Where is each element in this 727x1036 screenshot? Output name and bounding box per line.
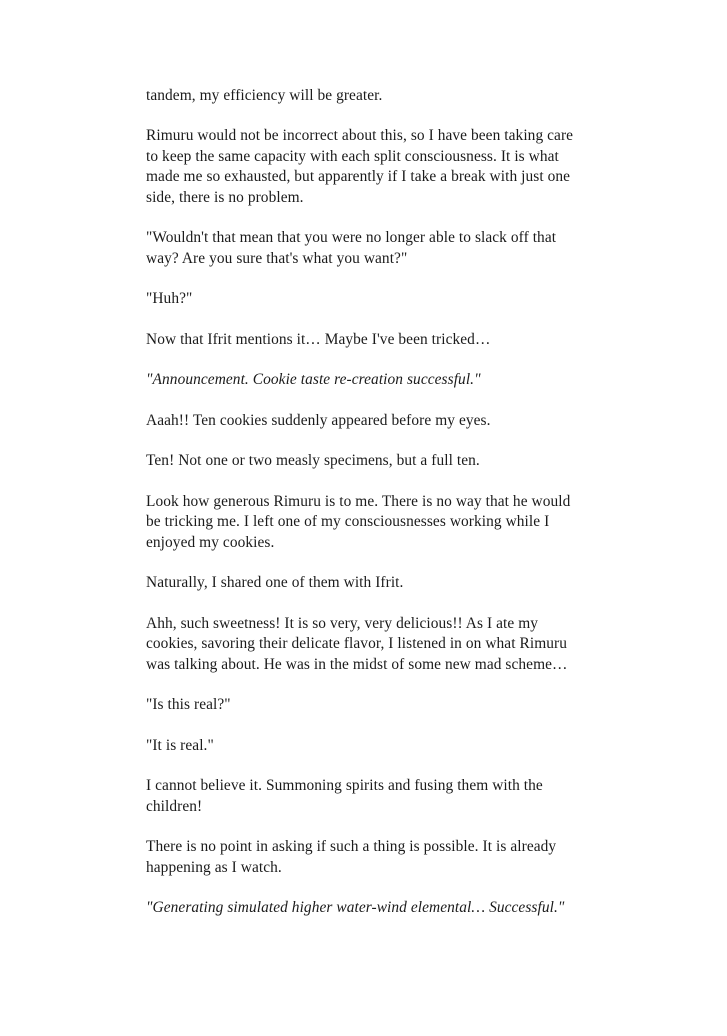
paragraph: There is no point in asking if such a thing is possible. It is already happening as I watch. bbox=[146, 838, 557, 876]
paragraph: "It is real." bbox=[146, 736, 214, 754]
paragraph: Now that Ifrit mentions it… Maybe I've been tricked… bbox=[146, 330, 491, 348]
paragraph: Look how generous Rimuru is to me. There is no way that he would be tricking me. I left one of my consciousnesses working while I enjoyed my cookies. bbox=[146, 492, 571, 551]
paragraph: Ten! Not one or two measly specimens, but a full ten. bbox=[146, 452, 480, 470]
paragraph: I cannot believe it. Summoning spirits and fusing them with the children! bbox=[146, 777, 543, 815]
paragraph: tandem, my efficiency will be greater. bbox=[146, 87, 383, 104]
paragraph: "Huh?" bbox=[146, 290, 193, 308]
paragraph: Aaah!! Ten cookies suddenly appeared before my eyes. bbox=[146, 411, 491, 429]
paragraph-announcement: "Generating simulated higher water-wind elemental… Successful." bbox=[146, 899, 565, 917]
paragraph: Rimuru would not be incorrect about this, so I have been taking care to keep the same capacity with each split consciousness. It is what made me so exhausted, but apparently if I take a break with just one side, there is no problem. bbox=[146, 127, 574, 206]
paragraph: "Is this real?" bbox=[146, 696, 231, 714]
paragraph: "Wouldn't that mean that you were no longer able to slack off that way? Are you sure that's what you want?" bbox=[146, 229, 557, 267]
body-text-column bbox=[146, 86, 578, 919]
paragraph: Naturally, I shared one of them with Ifrit. bbox=[146, 574, 404, 592]
paragraph-announcement: "Announcement. Cookie taste re-creation successful." bbox=[146, 371, 481, 389]
paragraph: Ahh, such sweetness! It is so very, very delicious!! As I ate my cookies, savoring their delicate flavor, I listened in on what Rimuru was talking about. He was in the midst of some new mad scheme… bbox=[146, 614, 568, 673]
